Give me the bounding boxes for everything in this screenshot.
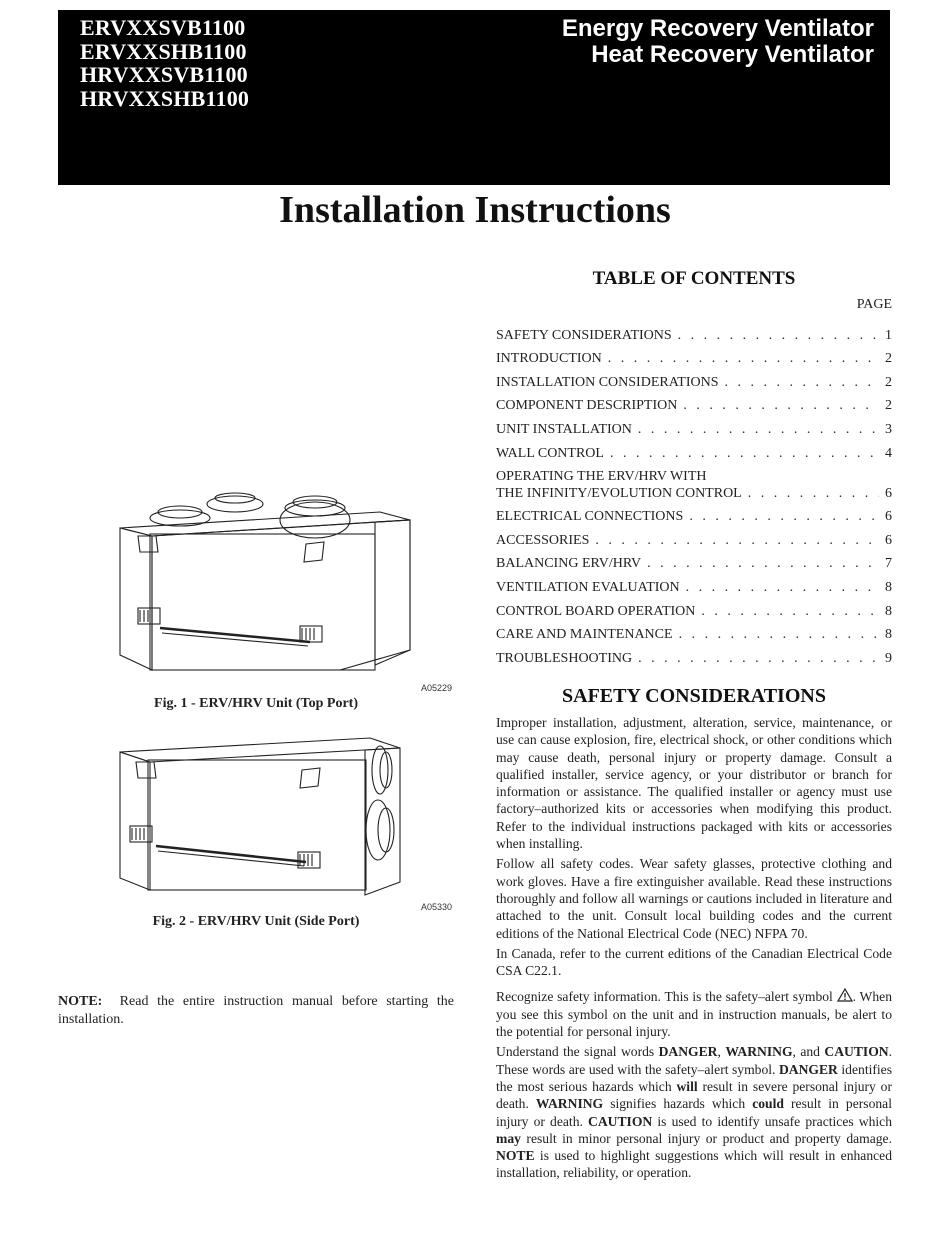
paragraph: Recognize safety information. This is the safety–alert symbol . When you see this symbol on the unit and in instruction manuals, be alert to the potential for personal injury. [496,989,892,1040]
figure-caption: Fig. 1 - ERV/HRV Unit (Top Port) [154,696,358,711]
toc-entry[interactable]: TROUBLESHOOTING . . . 9 [496,643,892,667]
model-number: ERVXXSVB1100 [80,15,246,40]
toc-entry[interactable]: WALL CONTROL . . . 4 [496,438,892,462]
toc-page-column-label: PAGE [856,297,892,312]
model-number: HRVXXSVB1100 [80,62,248,87]
toc-heading: TABLE OF CONTENTS [592,268,796,289]
toc-entry[interactable]: OPERATING THE ERV/HRV WITH THE INFINITY/EVOLUTION CONTROL . . . 6 [496,462,892,502]
install-note: NOTE: Read the entire instruction manual before starting the installation. [58,994,454,1027]
paragraph: Improper installation, adjustment, alteration, service, maintenance, or use can cause explosion, fire, electrical shock, or other conditions which may cause death, personal injury or property damage. Consult a qualified installer, service agency, or your distributor or branch for information or assistance. The qualified installer or agency must use factory–authorized kits or accessories when modifying this product. Refer to the individual instructions packaged with kits or accessories when installing. [496,715,892,852]
header-banner [58,10,890,185]
toc-entry[interactable]: COMPONENT DESCRIPTION . . . 2 [496,391,892,415]
safety-text [496,714,892,1185]
toc-entry[interactable]: BALANCING ERV/HRV . . . 7 [496,549,892,573]
table-of-contents [496,320,892,667]
paragraph: Follow all safety codes. Wear safety glasses, protective clothing and work gloves. Have a fire extinguisher available. Read these instructions thoroughly and follow all warnings or cautions included in literature and attached to the unit. Consult local building codes and the current editions of the National Electrical Code (NEC) NFPA 70. [496,856,892,941]
product-names [562,16,874,68]
figure-top-port-unit [110,490,420,680]
paragraph: Understand the signal words DANGER, WARNING, and CAUTION. These words are used with the safety–alert symbol. DANGER identifies the most serious hazards which will result in severe personal injury or death. WARNING signifies hazards which could result in personal injury or death. CAUTION is used to identify unsafe practices which may result in minor personal injury or product and property damage. NOTE is used to highlight suggestions which will result in enhanced installation, reliability, or operation. [496,1044,893,1181]
toc-entry[interactable]: INSTALLATION CONSIDERATIONS . . . 2 [496,367,892,391]
safety-alert-icon [837,988,853,1002]
figure-side-port-unit [110,730,420,905]
model-number: ERVXXSHB1100 [80,38,247,64]
product-name: Energy Recovery Ventilator [561,15,874,42]
safety-heading: SAFETY CONSIDERATIONS [562,685,826,707]
toc-entry[interactable]: UNIT INSTALLATION . . . 3 [496,414,892,438]
toc-entry[interactable]: CONTROL BOARD OPERATION . . . 8 [496,596,892,620]
model-numbers [80,16,249,110]
toc-entry[interactable]: ACCESSORIES . . . 6 [496,525,892,549]
paragraph: In Canada, refer to the current editions of the Canadian Electrical Code CSA C22.1. [496,945,892,979]
document-title: Installation Instructions [279,189,671,231]
toc-entry[interactable]: VENTILATION EVALUATION . . . 8 [496,572,892,596]
toc-entry[interactable]: INTRODUCTION . . . 2 [496,344,892,368]
toc-entry[interactable]: ELECTRICAL CONNECTIONS . . . 6 [496,502,892,526]
figure-code: A05229 [421,683,453,693]
figure-caption: Fig. 2 - ERV/HRV Unit (Side Port) [152,914,360,929]
model-number: HRVXXSHB1100 [80,85,250,111]
product-name: Heat Recovery Ventilator [591,41,874,68]
figure-code: A05330 [421,902,453,912]
toc-entry[interactable]: CARE AND MAINTENANCE . . . 8 [496,620,892,644]
toc-entry[interactable]: SAFETY CONSIDERATIONS . . . 1 [496,320,892,344]
